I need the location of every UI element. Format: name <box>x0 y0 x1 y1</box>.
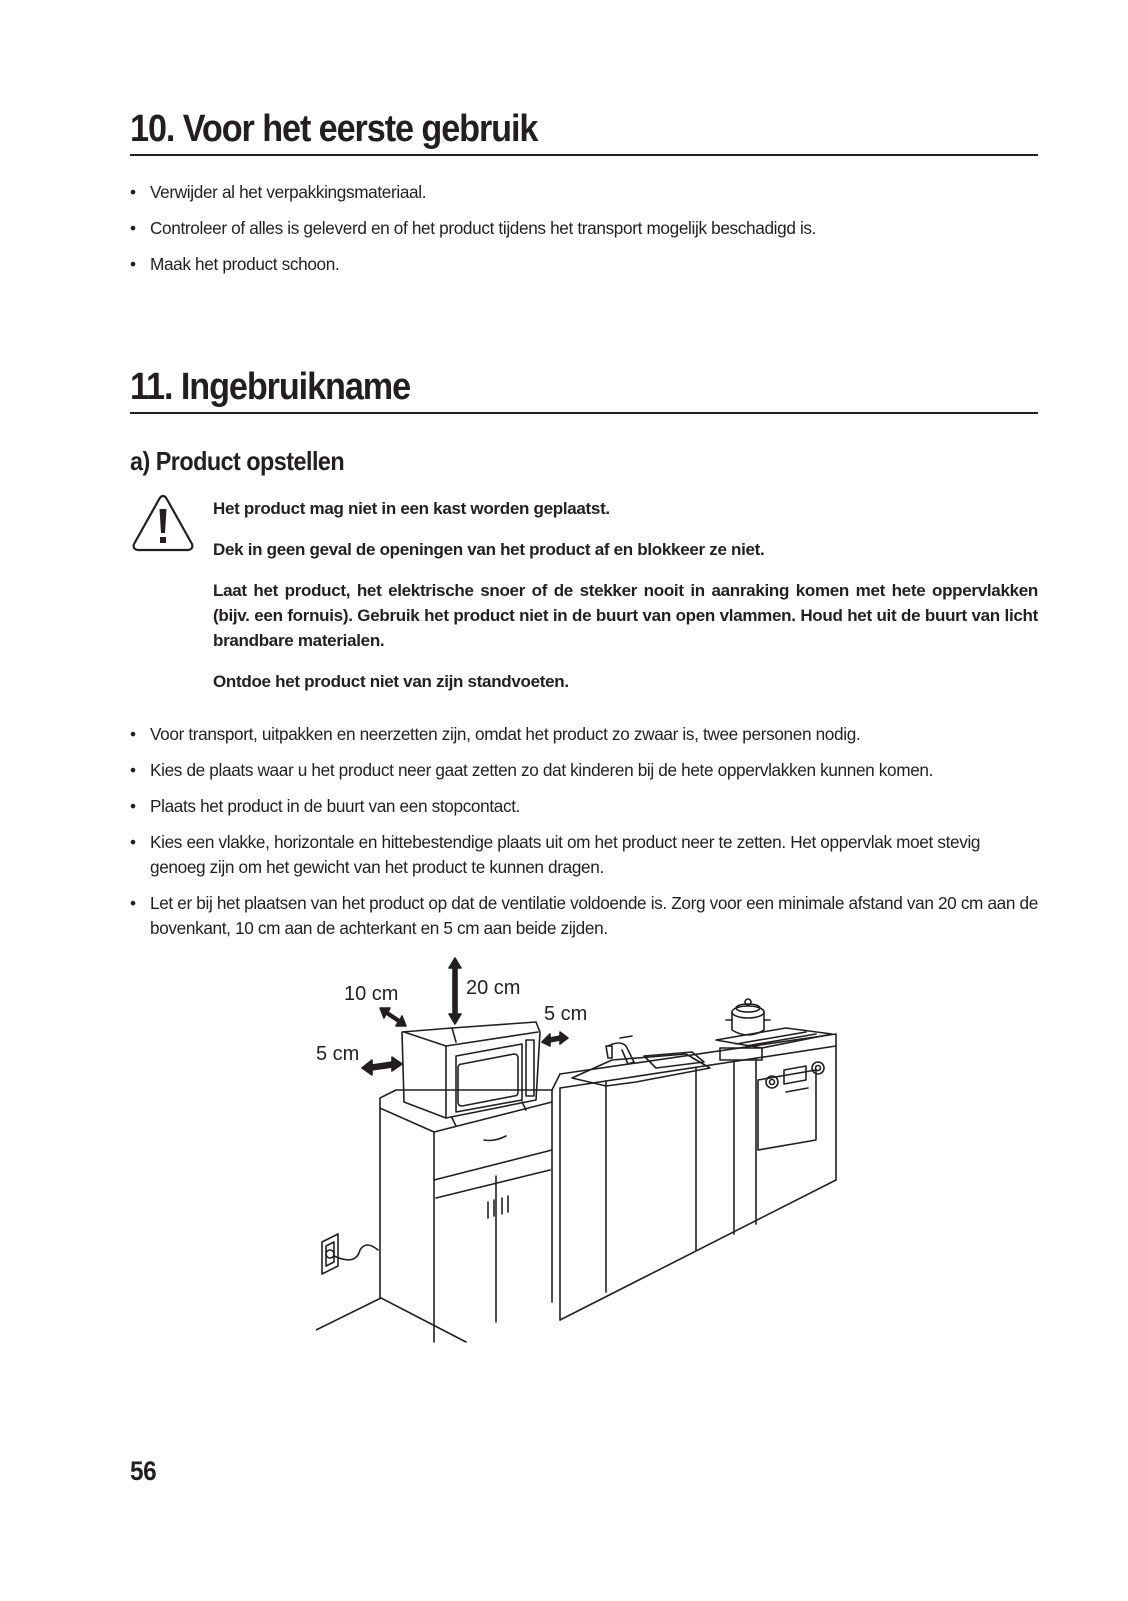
subsection-a-heading: a) Product opstellen <box>130 446 345 476</box>
label-side-left: 5 cm <box>316 1043 360 1065</box>
clearance-arrows <box>362 958 568 1075</box>
warning-text: Dek in geen geval de openingen van het product af en blokkeer ze niet. <box>213 540 765 559</box>
list-item: • Maak het product schoon. <box>130 252 1038 277</box>
warning-triangle-icon <box>130 492 196 556</box>
section-11-rule <box>130 412 1038 414</box>
section-11-heading: 11. Ingebruikname <box>130 366 411 408</box>
cabinet <box>380 1090 552 1342</box>
label-back: 10 cm <box>344 983 399 1005</box>
list-item: • Plaats het product in de buurt van een stopcontact. <box>130 794 1038 819</box>
warning-text: Laat het product, het elektrische snoer of de stekker nooit in aanraking komen met hete oppervlakken (bijv. een fornuis). Gebruik het product niet in de buurt van open vlammen. Houd het uit de buurt van licht brandbare materialen. <box>213 581 1038 650</box>
room-lines <box>316 1298 466 1342</box>
section-10-bullet-list <box>130 180 1038 288</box>
list-item: • Verwijder al het verpakkingsmateriaal. <box>130 180 1038 205</box>
pot-icon <box>726 999 770 1035</box>
sink-icon <box>572 1036 710 1086</box>
warning-block <box>213 496 1038 710</box>
list-item: • Voor transport, uitpakken en neerzetten zijn, omdat het product zo zwaar is, twee personen nodig. <box>130 722 1038 747</box>
subsection-a-bullet-list <box>130 722 1038 952</box>
kitchen-counter <box>552 1034 836 1320</box>
label-side-right: 5 cm <box>544 1003 588 1025</box>
list-item: • Kies een vlakke, horizontale en hittebestendige plaats uit om het product neer te zetten. Het oppervlak moet stevig genoeg zijn om het gewicht van het product te kunnen dragen. <box>130 830 1038 880</box>
wall-socket-icon <box>322 1234 378 1274</box>
warning-text: Het product mag niet in een kast worden geplaatst. <box>213 499 610 518</box>
kitchen-placement-illustration <box>316 950 856 1350</box>
list-item: • Kies de plaats waar u het product neer gaat zetten zo dat kinderen bij de hete oppervlakken kunnen komen. <box>130 758 1038 783</box>
section-10-heading: 10. Voor het eerste gebruik <box>130 108 538 150</box>
warning-text: Ontdoe het product niet van zijn standvoeten. <box>213 672 569 691</box>
section-10-rule <box>130 154 1038 156</box>
label-top: 20 cm <box>466 977 521 999</box>
list-item: • Let er bij het plaatsen van het product op dat de ventilatie voldoende is. Zorg voor een minimale afstand van 20 cm aan de bovenkant, 10 cm aan de achterkant en 5 cm aan beide zijden. <box>130 891 1038 941</box>
page-number: 56 <box>130 1456 157 1486</box>
list-item: • Controleer of alles is geleverd en of het product tijdens het transport mogelijk beschadigd is. <box>130 216 1038 241</box>
